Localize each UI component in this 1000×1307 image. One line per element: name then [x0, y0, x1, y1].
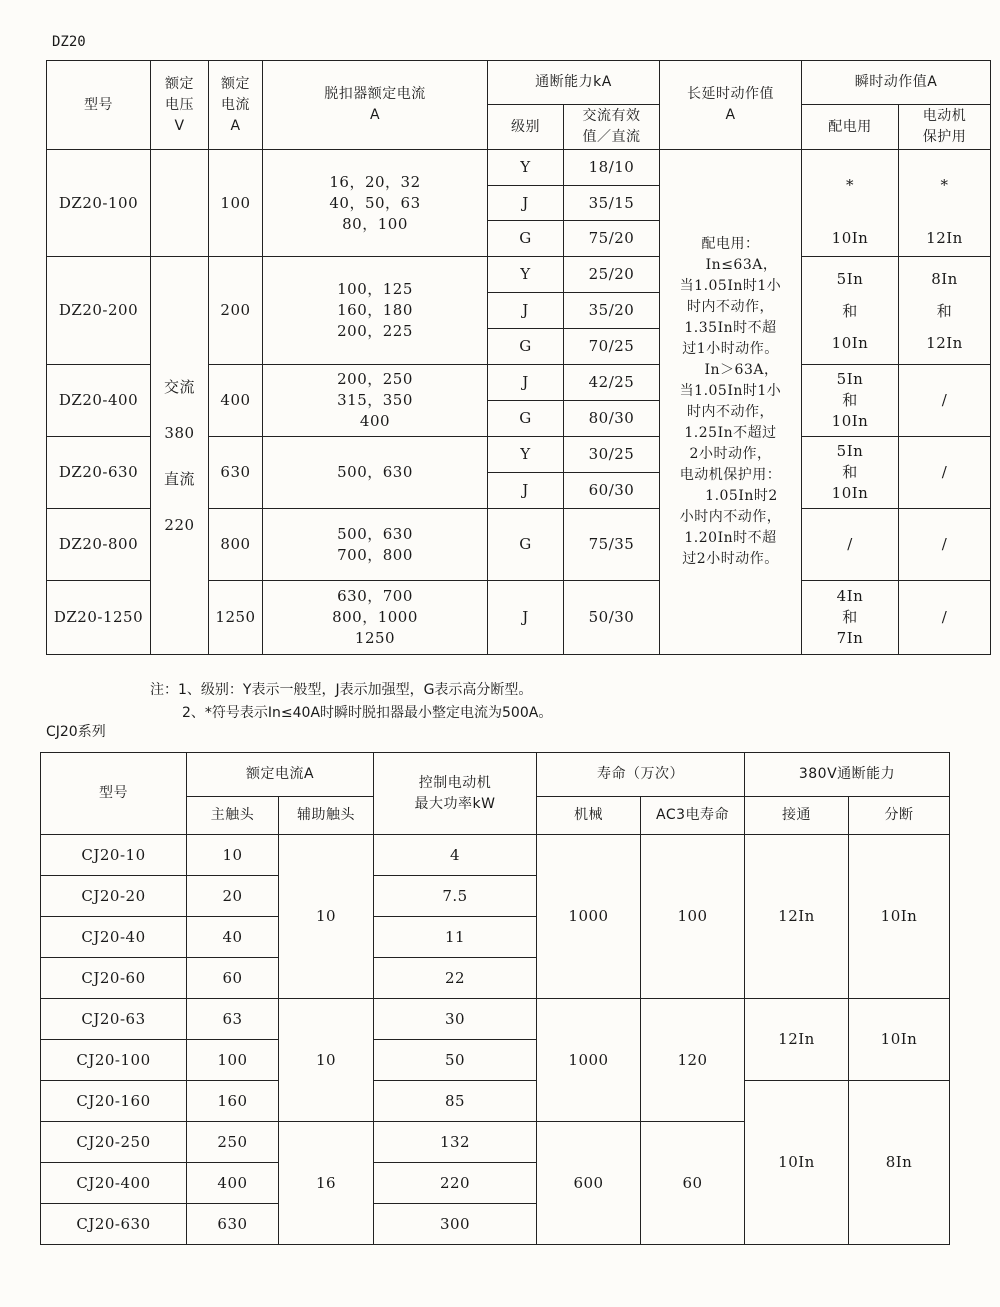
break-cell: 10In: [849, 999, 950, 1081]
header-rated-current: 额定电流A: [187, 753, 374, 797]
release-cell: 200，250 315，350 400: [263, 365, 488, 437]
grade-cell: J: [488, 365, 564, 401]
breaking-cell: 75/20: [564, 221, 660, 257]
breaking-cell: 18/10: [564, 150, 660, 186]
instant-dist-cell: /: [802, 509, 899, 581]
power-cell: 7.5: [374, 876, 537, 917]
power-cell: 50: [374, 1040, 537, 1081]
model-cell: DZ20-630: [47, 437, 151, 509]
main-cell: 20: [187, 876, 279, 917]
instant-motor-star: *: [899, 150, 991, 221]
header-ac3: AC3电寿命: [641, 797, 745, 835]
header-voltage: 额定 电压 V: [151, 61, 209, 150]
release-cell: 630，700 800，1000 1250: [263, 581, 488, 655]
model-cell: CJ20-60: [41, 958, 187, 999]
grade-cell: G: [488, 221, 564, 257]
model-cell: CJ20-400: [41, 1163, 187, 1204]
header-model: 型号: [41, 753, 187, 835]
instant-motor-cell: /: [899, 365, 991, 437]
model-cell: DZ20-200: [47, 257, 151, 365]
ac3-cell: 120: [641, 999, 745, 1122]
mech-cell: 600: [537, 1122, 641, 1245]
main-cell: 10: [187, 835, 279, 876]
power-cell: 132: [374, 1122, 537, 1163]
aux-cell: 10: [279, 835, 374, 999]
model-cell: CJ20-10: [41, 835, 187, 876]
make-cell: 10In: [745, 1081, 849, 1245]
aux-cell: 10: [279, 999, 374, 1122]
power-cell: 300: [374, 1204, 537, 1245]
grade-cell: G: [488, 509, 564, 581]
release-cell: 100，125 160，180 200，225: [263, 257, 488, 365]
grade-cell: Y: [488, 437, 564, 473]
main-cell: 250: [187, 1122, 279, 1163]
instant-motor-cell: /: [899, 509, 991, 581]
grade-cell: J: [488, 581, 564, 655]
header-power: 控制电动机 最大功率kW: [374, 753, 537, 835]
instant-motor-cell: 8In 和 12In: [899, 257, 991, 365]
dz20-notes: [150, 679, 552, 725]
header-ac-dc: 交流有效 值／直流: [564, 105, 660, 150]
model-cell: CJ20-250: [41, 1122, 187, 1163]
header-aux: 辅助触头: [279, 797, 374, 835]
header-break: 分断: [849, 797, 950, 835]
mech-cell: 1000: [537, 999, 641, 1122]
break-cell: 8In: [849, 1081, 950, 1245]
ac3-cell: 60: [641, 1122, 745, 1245]
ac3-cell: 100: [641, 835, 745, 999]
current-cell: 800: [209, 509, 263, 581]
header-long-delay: 长延时动作值 A: [660, 61, 802, 150]
header-life: 寿命（万次）: [537, 753, 745, 797]
cj20-table: [40, 752, 950, 1245]
model-cell: DZ20-1250: [47, 581, 151, 655]
instant-dist-cell: 10In: [802, 221, 899, 257]
note-2: 2、*符号表示In≤40A时瞬时脱扣器最小整定电流为500A。: [182, 705, 553, 721]
grade-cell: G: [488, 401, 564, 437]
main-cell: 400: [187, 1163, 279, 1204]
header-mech: 机械: [537, 797, 641, 835]
model-cell: CJ20-100: [41, 1040, 187, 1081]
main-cell: 160: [187, 1081, 279, 1122]
breaking-cell: 25/20: [564, 257, 660, 293]
breaking-cell: 80/30: [564, 401, 660, 437]
voltage-cell: 交流 380 直流 220: [151, 257, 209, 655]
instant-dist-cell: 5In 和 10In: [802, 437, 899, 509]
breaking-cell: 35/15: [564, 186, 660, 221]
power-cell: 22: [374, 958, 537, 999]
power-cell: 220: [374, 1163, 537, 1204]
breaking-cell: 42/25: [564, 365, 660, 401]
header-release-current: 脱扣器额定电流 A: [263, 61, 488, 150]
model-cell: CJ20-63: [41, 999, 187, 1040]
header-make: 接通: [745, 797, 849, 835]
power-cell: 11: [374, 917, 537, 958]
main-cell: 60: [187, 958, 279, 999]
instant-dist-cell: 4In 和 7In: [802, 581, 899, 655]
main-cell: 63: [187, 999, 279, 1040]
header-distribution: 配电用: [802, 105, 899, 150]
make-cell: 12In: [745, 999, 849, 1081]
dz20-table: [46, 60, 991, 655]
current-cell: 200: [209, 257, 263, 365]
long-delay-text: 配电用： In≤63A， 当1.05In时1小 时内不动作， 1.35In时不超 过1小时动作。 In＞63A， 当1.05In时1小 时内不动作， 1.25In不超过 2小时动作， 电动机保护用： 1.05In时2 小时内不动作， 1.20In时不超 过2小时动作。: [660, 150, 802, 655]
grade-cell: J: [488, 473, 564, 509]
grade-cell: J: [488, 293, 564, 329]
model-cell: DZ20-400: [47, 365, 151, 437]
current-cell: 1250: [209, 581, 263, 655]
power-cell: 30: [374, 999, 537, 1040]
current-cell: 630: [209, 437, 263, 509]
make-cell: 12In: [745, 835, 849, 999]
header-model: 型号: [47, 61, 151, 150]
instant-motor-cell: /: [899, 437, 991, 509]
instant-dist-cell: 5In 和 10In: [802, 365, 899, 437]
power-cell: 85: [374, 1081, 537, 1122]
instant-motor-cell: 12In: [899, 221, 991, 257]
header-breaking: 通断能力kA: [488, 61, 660, 105]
break-cell: 10In: [849, 835, 950, 999]
grade-cell: Y: [488, 150, 564, 186]
note-1: 注：1、级别：Y表示一般型，J表示加强型，G表示高分断型。: [150, 682, 533, 698]
grade-cell: J: [488, 186, 564, 221]
release-cell: 500，630: [263, 437, 488, 509]
model-cell: CJ20-160: [41, 1081, 187, 1122]
header-main: 主触头: [187, 797, 279, 835]
breaking-cell: 70/25: [564, 329, 660, 365]
power-cell: 4: [374, 835, 537, 876]
header-grade: 级别: [488, 105, 564, 150]
current-cell: 400: [209, 365, 263, 437]
instant-motor-cell: /: [899, 581, 991, 655]
model-cell: DZ20-800: [47, 509, 151, 581]
breaking-cell: 60/30: [564, 473, 660, 509]
header-current: 额定 电流 A: [209, 61, 263, 150]
main-cell: 100: [187, 1040, 279, 1081]
breaking-cell: 35/20: [564, 293, 660, 329]
dz20-title: DZ20: [52, 34, 86, 50]
main-cell: 40: [187, 917, 279, 958]
aux-cell: 16: [279, 1122, 374, 1245]
breaking-cell: 75/35: [564, 509, 660, 581]
breaking-cell: 50/30: [564, 581, 660, 655]
mech-cell: 1000: [537, 835, 641, 999]
header-motor: 电动机 保护用: [899, 105, 991, 150]
instant-dist-cell: 5In 和 10In: [802, 257, 899, 365]
instant-dist-star: *: [802, 150, 899, 221]
header-instant: 瞬时动作值A: [802, 61, 991, 105]
main-cell: 630: [187, 1204, 279, 1245]
model-cell: CJ20-40: [41, 917, 187, 958]
breaking-cell: 30/25: [564, 437, 660, 473]
grade-cell: Y: [488, 257, 564, 293]
grade-cell: G: [488, 329, 564, 365]
model-cell: CJ20-630: [41, 1204, 187, 1245]
cj20-title: CJ20系列: [46, 724, 106, 740]
header-breaking: 380V通断能力: [745, 753, 950, 797]
release-cell: 500，630 700，800: [263, 509, 488, 581]
voltage-blank: [151, 150, 209, 257]
model-cell: DZ20-100: [47, 150, 151, 257]
release-cell: 16，20，32 40，50，63 80，100: [263, 150, 488, 257]
model-cell: CJ20-20: [41, 876, 187, 917]
current-cell: 100: [209, 150, 263, 257]
